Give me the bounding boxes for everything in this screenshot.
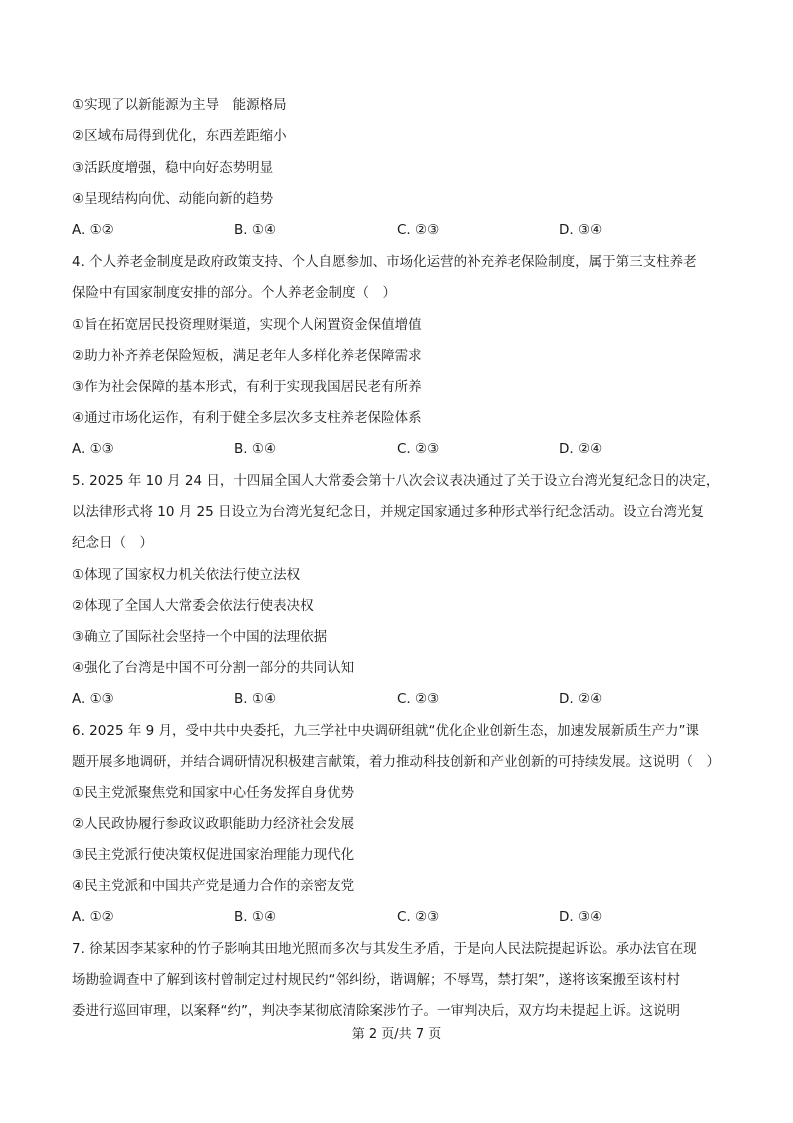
question-text: 5. 2025 年 10 月 24 日，十四届全国人大常委会第十八次会议表决通过了关于设立台湾光复纪念日的决定， [72, 473, 720, 489]
choice-c: C. ②③ [397, 691, 440, 707]
question-text: 6. 2025 年 9 月，受中共中央委托，九三学社中央调研组就“优化企业创新生态，加速发展新质生产力”课 [72, 723, 699, 739]
choice-c: C. ②③ [397, 222, 440, 238]
option-line: ①实现了以新能源为主导 能源格局 [72, 97, 287, 113]
option-line: ④通过市场化运作，有利于健全多层次多支柱养老保险体系 [72, 410, 422, 426]
option-line: ①民主党派聚焦党和国家中心任务发挥自身优势 [72, 785, 355, 801]
option-line: ②区域布局得到优化，东西差距缩小 [72, 128, 287, 144]
question-text: 纪念日（ ） [72, 535, 153, 551]
choice-d: D. ③④ [559, 909, 603, 925]
choice-a: A. ①③ [72, 441, 114, 457]
choice-b: B. ①④ [234, 909, 277, 925]
choice-c: C. ②③ [397, 909, 440, 925]
answer-choices-q3 [72, 221, 632, 239]
choice-d: D. ③④ [559, 222, 603, 238]
option-line: ③确立了国际社会坚持一个中国的法理依据 [72, 629, 328, 645]
choice-b: B. ①④ [234, 691, 277, 707]
answer-choices-q6 [72, 908, 632, 926]
option-line: ③民主党派行使决策权促进国家治理能力现代化 [72, 847, 355, 863]
option-line: ①旨在拓宽居民投资理财渠道，实现个人闲置资金保值增值 [72, 317, 422, 333]
question-text: 场勘验调查中了解到该村曾制定过村规民约“邻纠纷，谐调解；不辱骂，禁打架”，遂将该案搬至该村村 [72, 972, 680, 988]
page-number: 第 2 页/共 7 页 [351, 1027, 442, 1042]
choice-a: A. ①② [72, 909, 114, 925]
question-text: 7. 徐某因李某家种的竹子影响其田地光照而多次与其发生矛盾，于是向人民法院提起诉讼。承办法官在现 [72, 941, 697, 957]
question-text: 保险中有国家制度安排的部分。个人养老金制度（ ） [72, 285, 396, 301]
choice-d: D. ②④ [559, 441, 603, 457]
option-line: ②助力补齐养老保险短板，满足老年人多样化养老保障需求 [72, 348, 422, 364]
choice-a: A. ①② [72, 222, 114, 238]
choice-c: C. ②③ [397, 441, 440, 457]
answer-choices-q4 [72, 440, 632, 458]
choice-b: B. ①④ [234, 222, 277, 238]
question-text: 委进行巡回审理，以案释“约”，判决李某彻底清除案涉竹子。一审判决后，双方均未提起上诉。这说明 [72, 1003, 680, 1019]
question-text: 题开展多地调研，并结合调研情况积极建言献策，着力推动科技创新和产业创新的可持续发展。这说明（ ） [72, 754, 720, 770]
choice-a: A. ①③ [72, 691, 114, 707]
question-text: 4. 个人养老金制度是政府政策支持、个人自愿参加、市场化运营的补充养老保险制度，属于第三支柱养老 [72, 254, 697, 270]
option-line: ④呈现结构向优、动能向新的趋势 [72, 191, 274, 207]
option-line: ②体现了全国人大常委会依法行使表决权 [72, 598, 314, 614]
option-line: ①体现了国家权力机关依法行使立法权 [72, 567, 301, 583]
option-line: ④民主党派和中国共产党是通力合作的亲密友党 [72, 878, 355, 894]
answer-choices-q5 [72, 690, 632, 708]
option-line: ④强化了台湾是中国不可分割一部分的共同认知 [72, 660, 355, 676]
question-text: 以法律形式将 10 月 25 日设立为台湾光复纪念日，并规定国家通过多种形式举行纪念活动。设立台湾光复 [72, 504, 705, 520]
option-line: ②人民政协履行参政议政职能助力经济社会发展 [72, 816, 355, 832]
choice-b: B. ①④ [234, 441, 277, 457]
option-line: ③活跃度增强，稳中向好态势明显 [72, 160, 274, 176]
choice-d: D. ②④ [559, 691, 603, 707]
option-line: ③作为社会保障的基本形式，有利于实现我国居民老有所养 [72, 379, 422, 395]
